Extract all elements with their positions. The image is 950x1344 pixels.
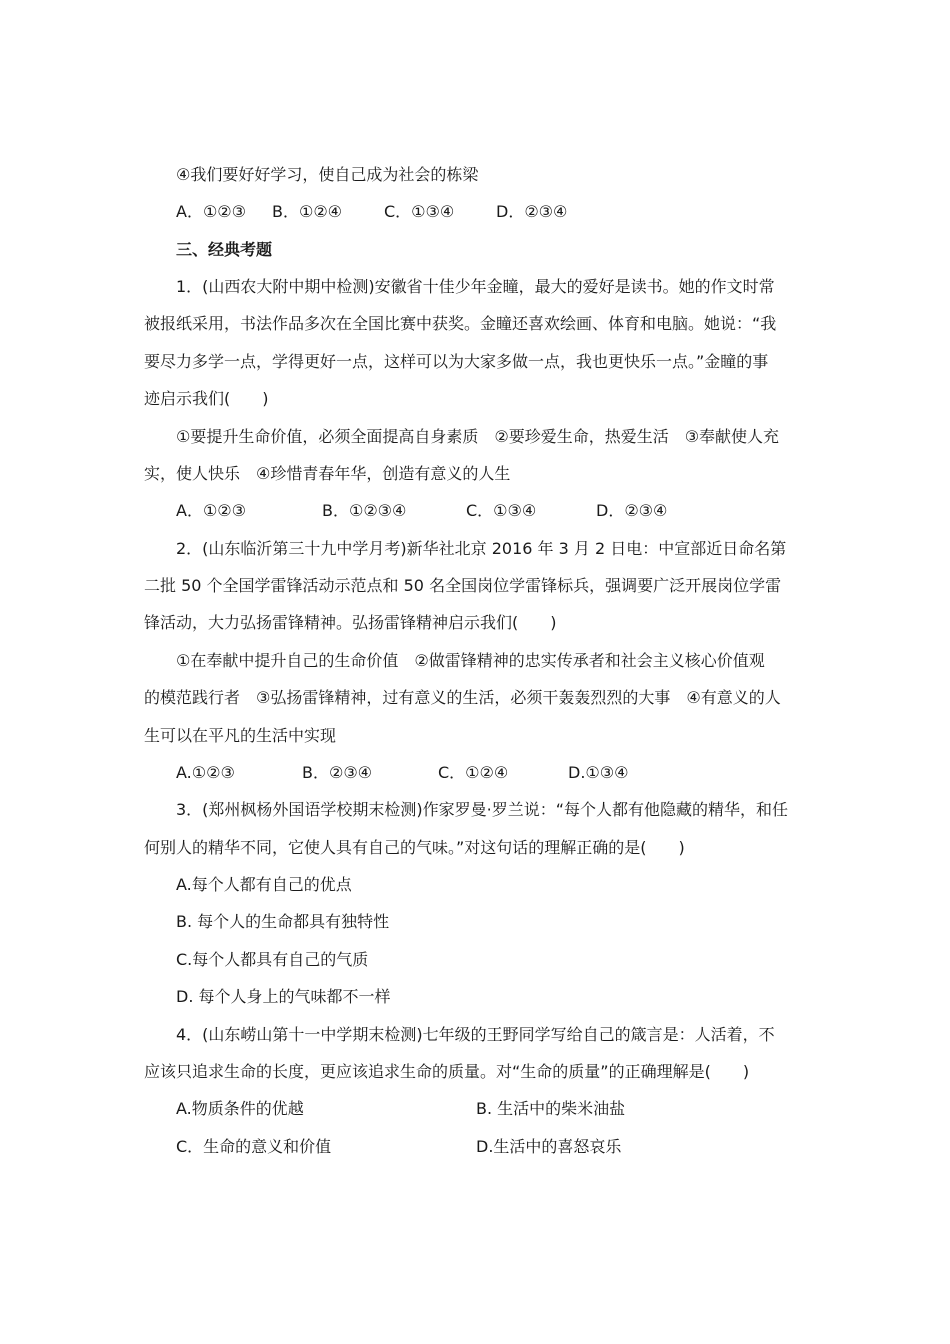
q4-line-1: 4．(山东崂山第十一中学期末检测)七年级的王野同学写给自己的箴言是：人活着，不 [176, 1025, 775, 1044]
q1-line-1: 1．(山西农大附中期中检测)安徽省十佳少年金瞳，最大的爱好是读书。她的作文时常 [176, 277, 775, 296]
q2-line-2: 二批 50 个全国学雷锋活动示范点和 50 名全国岗位学雷锋标兵，强调要广泛开展岗位学雷 [144, 576, 782, 595]
q2-option-a: A.①②③ [176, 763, 235, 782]
q4-option-d: D.生活中的喜怒哀乐 [476, 1137, 622, 1156]
q3-option-c: C.每个人都具有自己的气质 [176, 950, 369, 969]
q3-option-d: D. 每个人身上的气味都不一样 [176, 987, 391, 1006]
q1-line-4: 迹启示我们( ) [144, 389, 269, 408]
q2-items-line-3: 生可以在平凡的生活中实现 [144, 726, 337, 745]
q1-items-line-2: 实，使人快乐 ④珍惜青春年华，创造有意义的人生 [144, 464, 511, 483]
q2-items-line-2: 的模范践行者 ③弘扬雷锋精神，过有意义的生活，必须干轰轰烈烈的大事 ④有意义的人 [144, 688, 781, 707]
q2-line-3: 锋活动，大力弘扬雷锋精神。弘扬雷锋精神启示我们( ) [144, 613, 557, 632]
q4-option-a: A.物质条件的优越 [176, 1099, 304, 1118]
q1-line-3: 要尽力多学一点，学得更好一点，这样可以为大家多做一点，我也更快乐一点。”金瞳的事 [144, 352, 769, 371]
q2-line-1: 2．(山东临沂第三十九中学月考)新华社北京 2016 年 3 月 2 日电：中宣部近日命名第 [176, 539, 787, 558]
q1-option-d: D．②③④ [596, 501, 668, 520]
q1-option-a: A．①②③ [176, 501, 246, 520]
q1-items-line-1: ①要提升生命价值，必须全面提高自身素质 ②要珍爱生命，热爱生活 ③奉献使人充 [176, 427, 780, 446]
prev-option-c: C．①③④ [384, 202, 455, 221]
q2-option-b: B．②③④ [302, 763, 373, 782]
q2-option-d: D.①③④ [568, 763, 629, 782]
q1-line-2: 被报纸采用，书法作品多次在全国比赛中获奖。金瞳还喜欢绘画、体育和电脑。她说：“我 [144, 314, 777, 333]
q3-option-b: B. 每个人的生命都具有独特性 [176, 912, 390, 931]
q1-option-b: B．①②③④ [322, 501, 407, 520]
prev-option-b: B．①②④ [272, 202, 343, 221]
q2-option-c: C．①②④ [438, 763, 509, 782]
prev-option-a: A．①②③ [176, 202, 246, 221]
q3-line-1: 3．(郑州枫杨外国语学校期末检测)作家罗曼·罗兰说：“每个人都有他隐藏的精华，和任 [176, 800, 789, 819]
q2-items-line-1: ①在奉献中提升自己的生命价值 ②做雷锋精神的忠实传承者和社会主义核心价值观 [176, 651, 765, 670]
q1-option-c: C．①③④ [466, 501, 537, 520]
q4-line-2: 应该只追求生命的长度，更应该追求生命的质量。对“生命的质量”的正确理解是( ) [144, 1062, 750, 1081]
prev-item-4: ④我们要好好学习，使自己成为社会的栋梁 [176, 165, 479, 184]
section-title: 三、经典考题 [176, 240, 273, 259]
q4-option-c: C．生命的意义和价值 [176, 1137, 332, 1156]
q3-option-a: A.每个人都有自己的优点 [176, 875, 352, 894]
prev-option-d: D．②③④ [496, 202, 568, 221]
q3-line-2: 何别人的精华不同，它使人具有自己的气味。”对这句话的理解正确的是( ) [144, 838, 685, 857]
q4-option-b: B. 生活中的柴米油盐 [476, 1099, 626, 1118]
